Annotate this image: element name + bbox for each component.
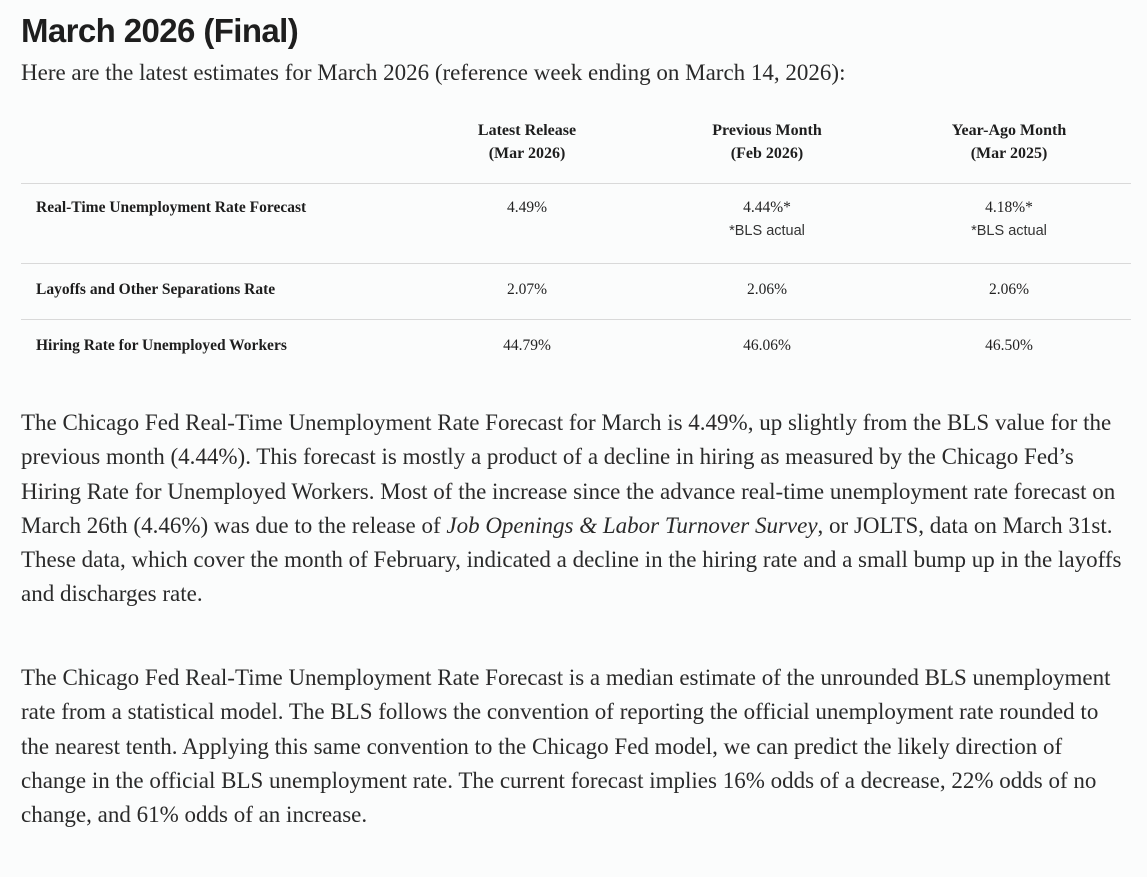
cell-value: 2.06% — [746, 281, 788, 298]
cell-value: 44.79% — [503, 337, 551, 354]
column-header-previous-month — [647, 110, 887, 184]
table-header-row — [21, 110, 1131, 184]
methodology-paragraph: The Chicago Fed Real-Time Unemployment Rate Forecast is a median estimate of the unrounded BLS unemployment rate from a statistical model. The BLS follows the convention of reporting the official unemployment rate rounded to the nearest tenth. Applying this same convention to the Chicago Fed model, we can predict the likely direction of change in the official BLS unemployment rate. The current forecast implies 16% odds of a decrease, 22% odds of no change, and 61% odds of an increase. — [21, 665, 1111, 828]
column-header-period: (Mar 2025) — [970, 145, 1048, 162]
cell-value: 2.07% — [506, 281, 548, 298]
forecast-summary-paragraph — [21, 406, 1131, 612]
cell-value: 4.49% — [506, 199, 548, 216]
table-cell — [887, 184, 1131, 264]
cell-footnote: *BLS actual — [729, 223, 805, 239]
intro-text: Here are the latest estimates for March 2026 (reference week ending on March 14, 2026): — [21, 60, 846, 85]
row-label: Real-Time Unemployment Rate Forecast — [21, 184, 407, 264]
column-header-title: Latest Release — [477, 122, 577, 139]
column-header-year-ago-month — [887, 110, 1131, 184]
table-cell — [407, 184, 647, 264]
table-cell — [647, 320, 887, 378]
row-label: Layoffs and Other Separations Rate — [21, 264, 407, 320]
cell-value: 4.18%* — [985, 199, 1033, 216]
cell-footnote: *BLS actual — [971, 223, 1047, 239]
column-header-latest-release — [407, 110, 647, 184]
table-cell — [647, 184, 887, 264]
header-empty-cell — [21, 110, 407, 184]
table-cell — [407, 264, 647, 320]
estimates-table — [21, 110, 1131, 378]
table-cell — [887, 320, 1131, 378]
row-label: Hiring Rate for Unemployed Workers — [21, 320, 407, 378]
table-cell — [647, 264, 887, 320]
survey-title: Job Openings & Labor Turnover Survey — [446, 512, 818, 538]
table-row — [21, 184, 1131, 264]
column-header-period: (Feb 2026) — [730, 145, 804, 162]
cell-value: 46.06% — [743, 337, 791, 354]
table-row — [21, 320, 1131, 378]
column-header-title: Previous Month — [712, 122, 822, 139]
cell-value: 4.44%* — [743, 199, 791, 216]
paragraph-text: , or JOLTS, data on March 31st. These data, which cover the month of February, indicated a decline in the hiring rate and a small bump up in the layoffs and discharges rate. — [21, 512, 1122, 607]
column-header-period: (Mar 2026) — [488, 145, 566, 162]
table-cell — [407, 320, 647, 378]
table-cell — [887, 264, 1131, 320]
cell-value: 2.06% — [988, 281, 1030, 298]
page-title: March 2026 (Final) — [21, 12, 299, 49]
paragraph-text: The Chicago Fed Real-Time Unemployment Rate Forecast for March is 4.49%, up slightly from the BLS value for the previous month (4.44%). This forecast is mostly a product of a decline in hiring as measured by the Chicago Fed’s Hiring Rate for Unemployed Workers. Most of the increase since the advance real-time unemployment rate forecast on March 26th (4.46%) was due to the release of — [21, 410, 1116, 538]
column-header-title: Year-Ago Month — [951, 122, 1067, 139]
cell-value: 46.50% — [985, 337, 1033, 354]
table-row — [21, 264, 1131, 320]
